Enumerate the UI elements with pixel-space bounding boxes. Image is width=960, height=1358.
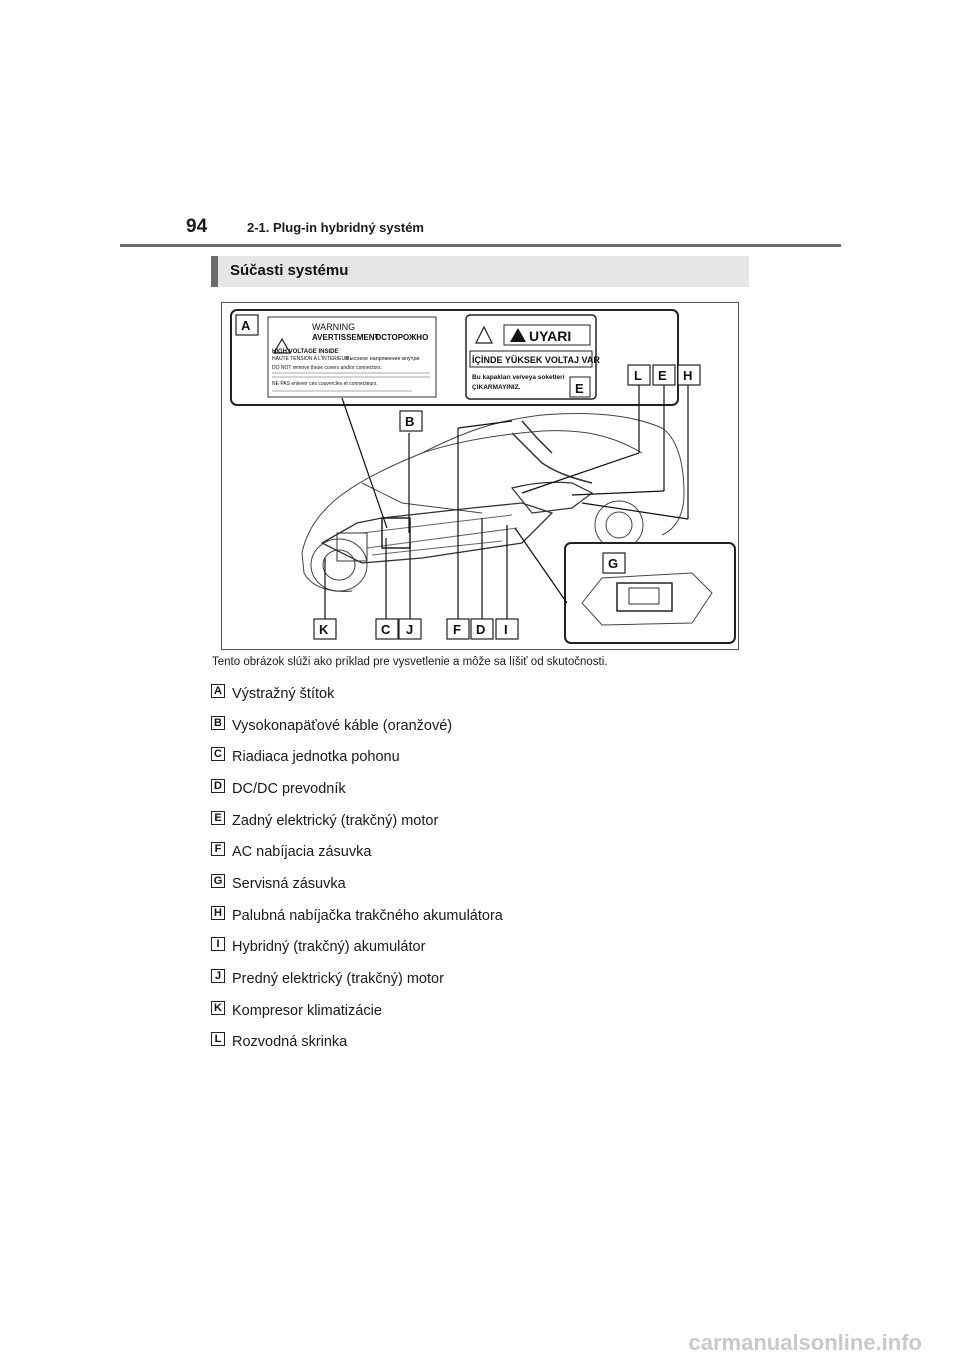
legend-letter: H	[211, 906, 225, 920]
legend-text: Riadiaca jednotka pohonu	[232, 749, 400, 765]
callout-j: J	[406, 622, 414, 637]
page-number: 94	[186, 216, 208, 237]
warning-label-a-line5: HAUTE TENSION A L'INTERIEUR	[272, 356, 349, 362]
figure-caption: Tento obrázok slúži ako príklad pre vysvetlenie a môže sa líšiť od skutočnosti.	[212, 656, 608, 668]
callout-a: A	[241, 318, 251, 333]
warning-label-a-line2: AVERTISSEMENT	[312, 333, 380, 342]
warning-label-a-line4: HIGH VOLTAGE INSIDE	[272, 349, 339, 355]
legend-letter: C	[211, 747, 225, 761]
callout-h: H	[683, 368, 693, 383]
legend-item	[211, 969, 444, 989]
warning-label-a-line1: WARNING	[312, 322, 356, 332]
warning-label-e-title: UYARI	[529, 328, 572, 344]
callout-g: G	[608, 556, 619, 571]
legend-letter: A	[211, 684, 225, 698]
callout-l: L	[634, 368, 642, 383]
legend-text: Palubná nabíjačka trakčného akumulátora	[232, 908, 503, 924]
legend-item	[211, 779, 346, 799]
callout-e: E	[658, 368, 667, 383]
legend-text: Hybridný (trakčný) akumulátor	[232, 939, 426, 955]
warning-label-a-line6: Высокое напряжение внутри	[346, 356, 420, 362]
legend-text: AC nabíjacia zásuvka	[232, 844, 372, 860]
legend-letter: B	[211, 716, 225, 730]
callout-b: B	[405, 414, 415, 429]
legend-letter: D	[211, 779, 225, 793]
legend-item	[211, 874, 346, 894]
legend-text: Kompresor klimatizácie	[232, 1003, 382, 1019]
legend-text: Zadný elektrický (trakčný) motor	[232, 813, 439, 829]
legend-item	[211, 684, 334, 704]
legend-item	[211, 842, 371, 862]
legend-letter: E	[211, 811, 225, 825]
callout-i: I	[504, 622, 508, 637]
legend-text: Výstražný štítok	[232, 686, 335, 702]
callout-c: C	[381, 622, 391, 637]
section-heading-bar	[211, 256, 749, 287]
legend-letter: J	[211, 969, 225, 983]
legend-item	[211, 716, 452, 736]
warning-label-a-line8: NE PAS enlever ces couvercles et connecteurs.	[272, 381, 378, 387]
warning-label-e-line1: İÇİNDE YÜKSEK VOLTAJ VAR	[472, 355, 600, 365]
section-title: 2-1. Plug-in hybridný systém	[247, 220, 424, 235]
callout-f: F	[453, 622, 461, 637]
legend-item	[211, 1032, 347, 1052]
callout-k: K	[319, 622, 329, 637]
legend-letter: F	[211, 842, 225, 856]
legend-text: Servisná zásuvka	[232, 876, 346, 892]
legend-item	[211, 747, 400, 767]
legend-letter: K	[211, 1001, 225, 1015]
warning-label-e-line2: Bu kapakları ve/veya soketleri	[472, 374, 565, 381]
warning-label-e-line3: ÇIKARMAYINIZ.	[472, 384, 521, 391]
legend-text: Vysokonapäťové káble (oranžové)	[232, 718, 453, 734]
warning-label-a-line3: ОСТОРОЖНО	[375, 333, 429, 342]
callout-d: D	[476, 622, 486, 637]
watermark: carmanualsonline.info	[688, 1330, 922, 1355]
legend-letter: L	[211, 1032, 225, 1046]
warning-label-a	[231, 310, 678, 405]
header-rule	[120, 244, 841, 247]
legend-letter: I	[211, 937, 225, 951]
legend-item	[211, 811, 438, 831]
callout-e-sticker: E	[575, 381, 584, 396]
legend-letter: G	[211, 874, 225, 888]
section-heading: Súčasti systému	[230, 262, 349, 279]
legend-item	[211, 906, 503, 926]
system-components-figure	[221, 302, 739, 650]
legend-item	[211, 1001, 382, 1021]
legend-text: Rozvodná skrinka	[232, 1034, 348, 1050]
legend-text: DC/DC prevodník	[232, 781, 346, 797]
figure-illustration	[222, 303, 740, 651]
warning-label-a-line7: DO NOT remove these covers and/or connectors.	[272, 365, 382, 371]
legend-text: Predný elektrický (trakčný) motor	[232, 971, 444, 987]
legend-item	[211, 937, 425, 957]
service-plug-inset	[565, 543, 735, 643]
